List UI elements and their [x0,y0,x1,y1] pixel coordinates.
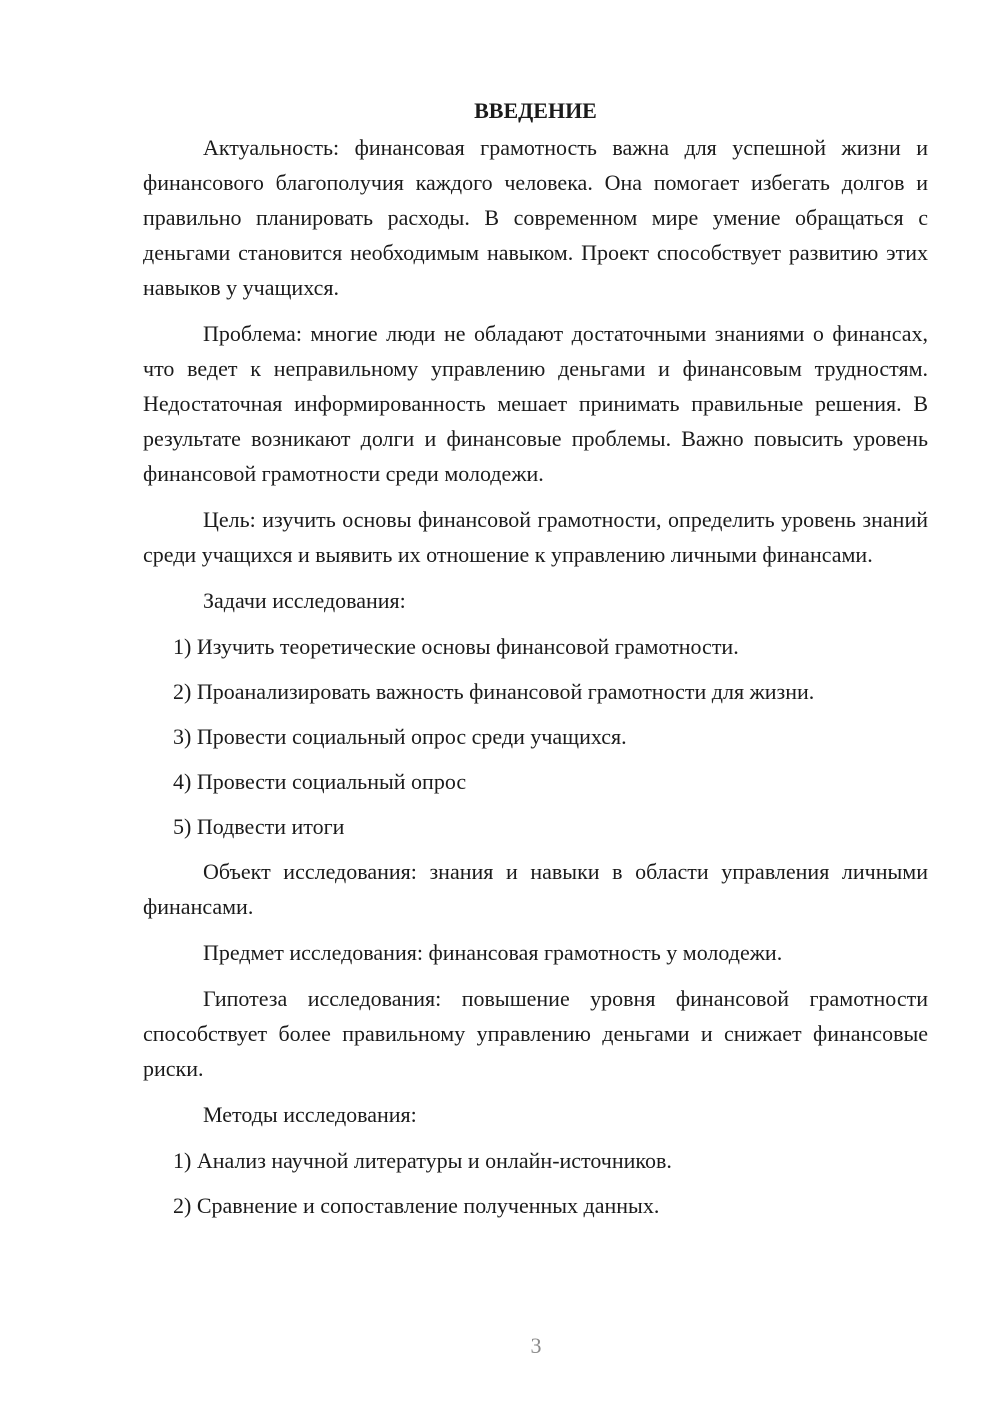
tasks-heading: Задачи исследования: [203,588,406,613]
task-item-2: 2) Проанализировать важность финансовой грамотности для жизни. [173,679,815,704]
method-item-1: 1) Анализ научной литературы и онлайн-источников. [173,1148,672,1173]
page-content [143,96,928,1233]
section-title: ВВЕДЕНИЕ [474,98,597,123]
page-number: 3 [530,1333,542,1358]
object-paragraph: Объект исследования: знания и навыки в области управления личными финансами. [143,859,928,919]
task-item-4: 4) Провести социальный опрос [173,769,467,794]
relevance-paragraph: Актуальность: финансовая грамотность важна для успешной жизни и финансового благополучия каждого человека. Она помогает избегать долгов и правильно планировать расходы. В современном мире умение обращаться с деньгами становится необходимым навыком. Проект способствует развитию этих навыков у учащихся. [143,135,928,300]
goal-paragraph: Цель: изучить основы финансовой грамотности, определить уровень знаний среди учащихся и выявить их отношение к управлению личными финансами. [143,507,928,567]
subject-paragraph: Предмет исследования: финансовая грамотность у молодежи. [203,940,783,965]
methods-heading: Методы исследования: [203,1102,417,1127]
hypothesis-paragraph: Гипотеза исследования: повышение уровня финансовой грамотности способствует более правильному управлению деньгами и снижает финансовые риски. [143,986,928,1081]
problem-paragraph: Проблема: многие люди не обладают достаточными знаниями о финансах, что ведет к неправильному управлению деньгами и финансовым трудностям. Недостаточная информированность мешает принимать правильные решения. В результате возникают долги и финансовые проблемы. Важно повысить уровень финансовой грамотности среди молодежи. [143,321,928,486]
task-item-3: 3) Провести социальный опрос среди учащихся. [173,724,627,749]
task-item-5: 5) Подвести итоги [173,814,345,839]
task-item-1: 1) Изучить теоретические основы финансовой грамотности. [173,634,739,659]
method-item-2: 2) Сравнение и сопоставление полученных данных. [173,1193,660,1218]
